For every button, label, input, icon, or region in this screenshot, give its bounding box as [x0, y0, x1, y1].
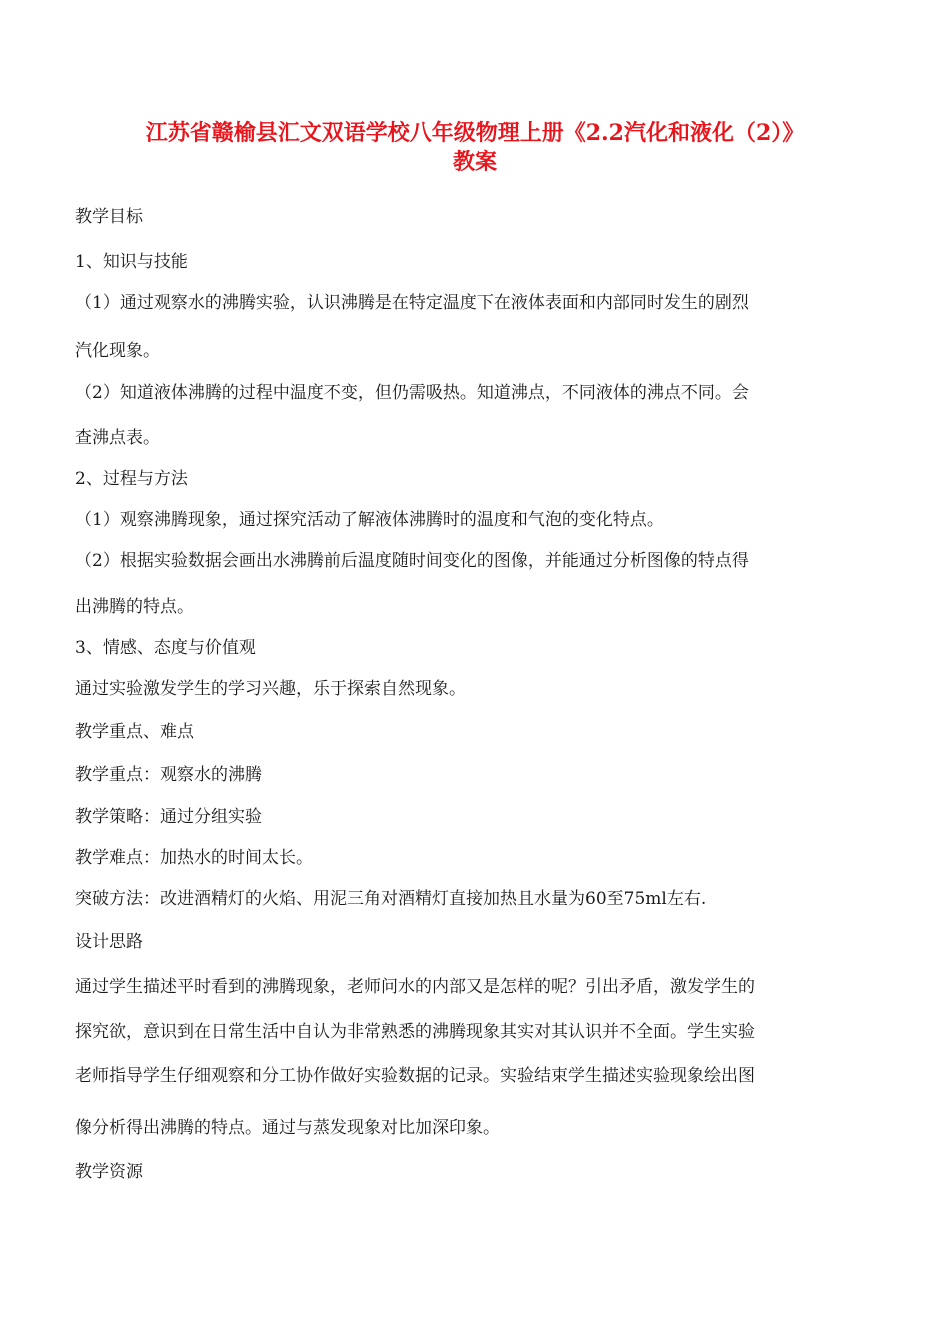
paragraph-line: （2）知道液体沸腾的过程中温度不变，但仍需吸热。知道沸点，不同液体的沸点不同。会	[75, 383, 749, 403]
heading-teaching-resources: 教学资源	[75, 1162, 143, 1182]
paragraph-line: 查沸点表。	[75, 428, 160, 448]
document-title-line-2: 教案	[452, 149, 497, 175]
paragraph-line: 教学难点：加热水的时间太长。	[75, 848, 313, 868]
paragraph-line: 汽化现象。	[75, 341, 160, 361]
paragraph-line: 教学策略：通过分组实验	[75, 807, 262, 827]
paragraph-line: 像分析得出沸腾的特点。通过与蒸发现象对比加深印象。	[75, 1118, 500, 1138]
paragraph-line: （1）观察沸腾现象，通过探究活动了解液体沸腾时的温度和气泡的变化特点。	[75, 510, 664, 530]
paragraph-line: 通过实验激发学生的学习兴趣，乐于探索自然现象。	[75, 679, 466, 699]
paragraph-line: 通过学生描述平时看到的沸腾现象，老师问水的内部又是怎样的呢？引出矛盾，激发学生的	[75, 977, 755, 997]
paragraph-line: 老师指导学生仔细观察和分工协作做好实验数据的记录。实验结束学生描述实验现象绘出图	[75, 1066, 755, 1086]
heading-teaching-objectives: 教学目标	[75, 207, 143, 227]
heading-design-ideas: 设计思路	[75, 932, 143, 952]
paragraph-line: 教学重点：观察水的沸腾	[75, 765, 262, 785]
paragraph-line: （1）通过观察水的沸腾实验，认识沸腾是在特定温度下在液体表面和内部同时发生的剧烈	[75, 293, 749, 313]
heading-key-difficult-points: 教学重点、难点	[75, 722, 194, 742]
heading-emotions-values: 3、情感、态度与价值观	[75, 638, 256, 658]
heading-process-methods: 2、过程与方法	[75, 469, 188, 489]
paragraph-line: 探究欲，意识到在日常生活中自认为非常熟悉的沸腾现象其实对其认识并不全面。学生实验	[75, 1022, 755, 1042]
paragraph-line: （2）根据实验数据会画出水沸腾前后温度随时间变化的图像，并能通过分析图像的特点得	[75, 551, 749, 571]
paragraph-line: 突破方法：改进酒精灯的火焰、用泥三角对酒精灯直接加热且水量为60至75ml左右.	[75, 889, 707, 909]
heading-knowledge-skills: 1、知识与技能	[75, 252, 188, 272]
paragraph-line: 出沸腾的特点。	[75, 597, 194, 617]
document-title-line-1: 江苏省赣榆县汇文双语学校八年级物理上册《2.2汽化和液化（2）》	[145, 120, 805, 146]
